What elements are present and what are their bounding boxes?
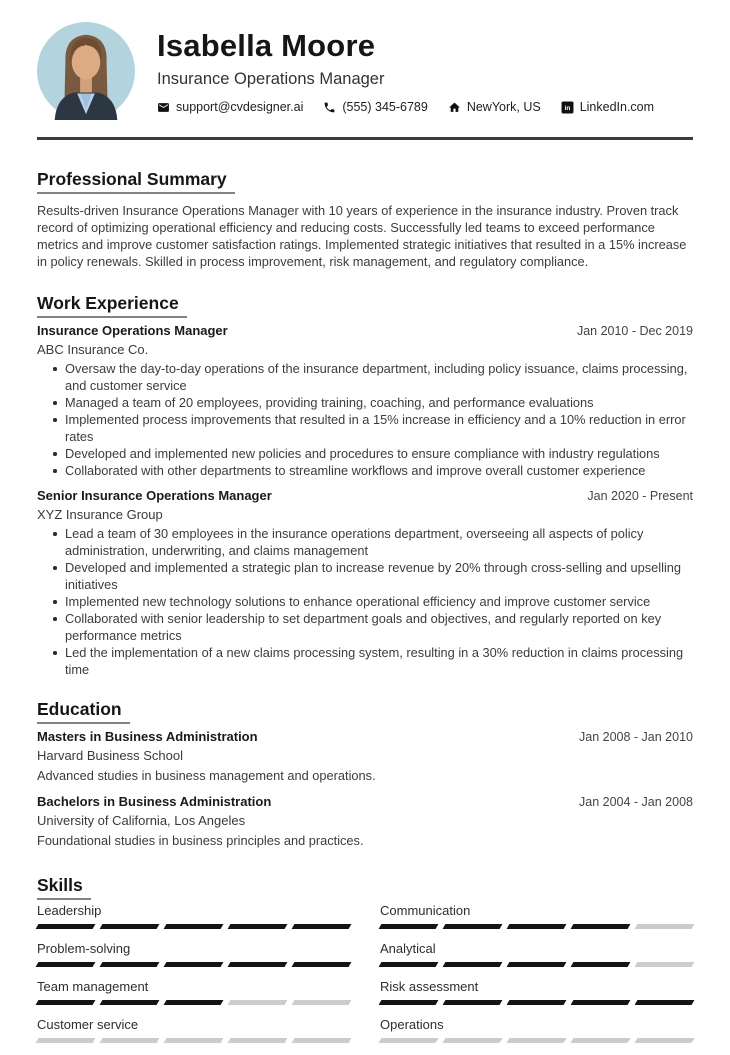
section-skills: [37, 875, 693, 1055]
education-heading: Education: [37, 699, 130, 724]
email-icon: [157, 101, 170, 114]
skill-bar-segment: [36, 1000, 96, 1005]
skill-bar: [37, 1038, 350, 1043]
education-dates: Jan 2004 - Jan 2008: [579, 795, 693, 809]
skill-bar-segment: [635, 962, 695, 967]
education-entry: [37, 793, 693, 849]
contact-email[interactable]: [157, 100, 303, 114]
job-entry: [37, 322, 693, 479]
skill-name: Team management: [37, 979, 149, 994]
skill-bar-segment: [443, 962, 503, 967]
degree-title: Masters in Business Administration: [37, 729, 258, 744]
job-bullet: Lead a team of 30 employees in the insurance operations department, overseeing all aspects of policy administration, underwriting, and claims management: [37, 525, 693, 559]
skill-bar-segment: [36, 1038, 96, 1043]
home-icon: [448, 101, 461, 114]
skill-item: [37, 941, 350, 967]
skill-name: Analytical: [380, 941, 436, 956]
skill-bar-segment: [507, 1000, 567, 1005]
header-divider: [37, 137, 693, 140]
contact-row: [157, 100, 693, 114]
skill-bar: [380, 924, 693, 929]
linkedin-icon: [561, 101, 574, 114]
section-education: [37, 699, 693, 849]
skill-bar-segment: [164, 1000, 224, 1005]
skills-grid: [37, 903, 693, 1055]
education-description: Advanced studies in business management and operations.: [37, 768, 376, 783]
job-entry: [37, 487, 693, 678]
education-entry-head: [37, 793, 693, 811]
skill-bar-segment: [100, 1000, 160, 1005]
skill-name: Problem-solving: [37, 941, 131, 956]
skill-bar-segment: [507, 962, 567, 967]
job-bullet: Implemented new technology solutions to enhance operational efficiency and improve customer service: [37, 593, 693, 610]
education-dates: Jan 2008 - Jan 2010: [579, 730, 693, 744]
svg-text:in: in: [564, 104, 571, 112]
skill-name: Operations: [380, 1017, 444, 1032]
skill-bar-segment: [292, 1038, 352, 1043]
job-title: Insurance Operations Manager: [37, 323, 228, 338]
skill-name: Risk assessment: [380, 979, 479, 994]
job-dates: Jan 2010 - Dec 2019: [576, 324, 693, 338]
contact-email-text: support@cvdesigner.ai: [176, 100, 304, 114]
contact-linkedin[interactable]: [561, 100, 654, 114]
skill-bar: [37, 924, 350, 929]
skill-item: [380, 1017, 693, 1043]
education-description: Foundational studies in business principles and practices.: [37, 833, 364, 848]
job-bullet-list: [37, 360, 693, 479]
skill-item: [37, 979, 350, 1005]
work-heading: Work Experience: [37, 293, 187, 318]
job-bullet: Developed and implemented a strategic plan to increase revenue by 20% through cross-selling and upselling initiatives: [37, 559, 693, 593]
skill-bar-segment: [507, 1038, 567, 1043]
skill-name: Customer service: [37, 1017, 139, 1032]
skill-bar-segment: [228, 924, 288, 929]
skills-column-left: [37, 903, 350, 1055]
contact-phone[interactable]: [323, 100, 427, 114]
school-name: University of California, Los Angeles: [37, 813, 246, 828]
resume-header: [37, 0, 693, 120]
job-entry-head: [37, 487, 693, 505]
header-text: [157, 28, 693, 114]
phone-icon: [323, 101, 336, 114]
skill-bar-segment: [100, 924, 160, 929]
skill-bar-segment: [100, 962, 160, 967]
job-bullet: Developed and implemented new policies and procedures to ensure compliance with industry regulations: [37, 445, 693, 462]
skill-bar-segment: [379, 1000, 439, 1005]
skill-bar-segment: [379, 1038, 439, 1043]
skill-bar-segment: [228, 1038, 288, 1043]
skill-bar-segment: [507, 924, 567, 929]
summary-heading: Professional Summary: [37, 169, 235, 194]
skills-column-right: [380, 903, 693, 1055]
skill-bar-segment: [635, 1000, 695, 1005]
skill-item: [380, 979, 693, 1005]
skill-item: [380, 941, 693, 967]
skill-bar-segment: [164, 924, 224, 929]
skill-bar-segment: [571, 924, 631, 929]
summary-text: Results-driven Insurance Operations Manager with 10 years of experience in the insurance industry. Proven track record of optimizing operational efficiency and reducing costs. Successfully led teams to exceed performance metrics and improve customer satisfaction ratings. Implemented strategic initiatives that resulted in a 15% increase in policy renewals. Skilled in process improvement, risk management, and regulatory compliance.: [37, 203, 687, 269]
skill-bar-segment: [292, 1000, 352, 1005]
school-name: Harvard Business School: [37, 748, 183, 763]
job-bullet: Collaborated with other departments to streamline workflows and improve overall customer experience: [37, 462, 693, 479]
job-bullet: Implemented process improvements that resulted in a 15% increase in efficiency and a 10% reduction in error rates: [37, 411, 693, 445]
section-work-experience: [37, 293, 693, 678]
job-bullet: Collaborated with senior leadership to set department goals and objectives, and regularly reported on key performance metrics: [37, 610, 693, 644]
contact-location[interactable]: [448, 100, 541, 114]
skill-bar-segment: [571, 1038, 631, 1043]
education-entry: [37, 728, 693, 784]
job-company: ABC Insurance Co.: [37, 342, 149, 357]
skill-bar-segment: [292, 924, 352, 929]
candidate-name: Isabella Moore: [157, 28, 376, 63]
skill-name: Leadership: [37, 903, 102, 918]
skill-bar: [380, 1038, 693, 1043]
skill-name: Communication: [380, 903, 471, 918]
job-company: XYZ Insurance Group: [37, 507, 163, 522]
candidate-title: Insurance Operations Manager: [157, 70, 385, 88]
job-entry-head: [37, 322, 693, 340]
skill-bar-segment: [571, 962, 631, 967]
skill-bar-segment: [164, 962, 224, 967]
degree-title: Bachelors in Business Administration: [37, 794, 272, 809]
skill-bar-segment: [443, 1038, 503, 1043]
section-professional-summary: [37, 169, 693, 270]
skills-heading: Skills: [37, 875, 91, 900]
education-entry-head: [37, 728, 693, 746]
skill-bar: [380, 1000, 693, 1005]
skill-bar-segment: [635, 924, 695, 929]
skill-item: [37, 903, 350, 929]
skill-item: [37, 1017, 350, 1043]
skill-bar-segment: [379, 924, 439, 929]
skill-bar: [380, 962, 693, 967]
skill-bar: [37, 962, 350, 967]
skill-bar-segment: [100, 1038, 160, 1043]
job-bullet-list: [37, 525, 693, 678]
job-title: Senior Insurance Operations Manager: [37, 488, 272, 503]
skill-bar-segment: [571, 1000, 631, 1005]
skill-bar: [37, 1000, 350, 1005]
skill-item: [380, 903, 693, 929]
contact-location-text: NewYork, US: [466, 100, 541, 114]
skill-bar-segment: [443, 1000, 503, 1005]
skill-bar-segment: [635, 1038, 695, 1043]
skill-bar-segment: [36, 962, 96, 967]
job-bullet: Managed a team of 20 employees, providing training, coaching, and performance evaluations: [37, 394, 693, 411]
contact-phone-text: (555) 345-6789: [342, 100, 428, 114]
job-bullet: Led the implementation of a new claims processing system, resulting in a 30% reduction in claims processing time: [37, 644, 693, 678]
job-dates: Jan 2020 - Present: [587, 489, 693, 503]
skill-bar-segment: [228, 962, 288, 967]
job-bullet: Oversaw the day-to-day operations of the insurance department, including policy issuance, claims processing, and customer service: [37, 360, 693, 394]
skill-bar-segment: [36, 924, 96, 929]
skill-bar-segment: [292, 962, 352, 967]
contact-linkedin-text: LinkedIn.com: [579, 100, 655, 114]
skill-bar-segment: [228, 1000, 288, 1005]
skill-bar-segment: [379, 962, 439, 967]
profile-photo-illustration: [37, 22, 135, 120]
profile-photo: [37, 22, 135, 120]
skill-bar-segment: [164, 1038, 224, 1043]
skill-bar-segment: [443, 924, 503, 929]
